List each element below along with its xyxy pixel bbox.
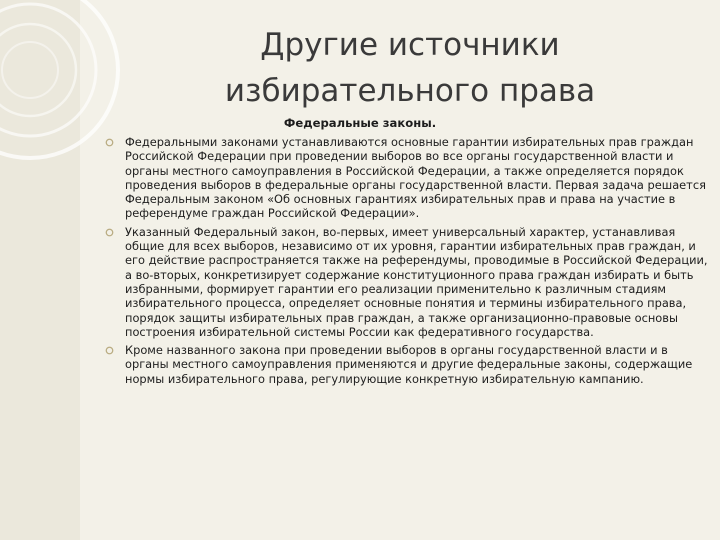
bullet-list [105, 135, 713, 390]
bullet-item-other-laws [105, 343, 713, 386]
bullet-text: Федеральными законами устанавливаются основные гарантии избирательных прав граждан Российской Федерации при проведении выборов во все органы государственной власти и органы местного самоуправления в Российской Федерации, а также определяется порядок проведения выборов в федеральные органы государственной власти. Первая задача решается Федеральным законом «Об основных гарантиях избирательных прав и права на участие в референдуме граждан Российской Федерации». [125, 135, 706, 221]
bullet-item-universal-law [105, 225, 713, 339]
slide-title [200, 22, 620, 114]
bullet-item-federal-laws [105, 135, 713, 221]
slide-title-line-1: Другие источники [260, 27, 560, 63]
bullet-text: Кроме названного закона при проведении выборов в органы государственной власти и в органы местного самоуправления применяются и другие федеральные законы, содержащие нормы избирательного права, регулирующие конкретную избирательную кампанию. [125, 343, 693, 386]
section-subheading: Федеральные законы. [283, 116, 437, 130]
bullet-marker-icon [105, 138, 114, 147]
slide-title-line-2: избирательного права [224, 73, 596, 109]
bullet-marker-icon [105, 346, 114, 355]
bullet-text: Указанный Федеральный закон, во-первых, имеет универсальный характер, устанавливая общие для всех выборов, независимо от их уровня, гарантии избирательных прав граждан, и его действие распространяется также на референдумы, проводимые в Российской Федерации, а во-вторых, конкретизирует содержание конституционного права граждан избирать и быть избранными, формирует гарантии его реализации применительно к различным стадиям избирательного процесса, определяет основные понятия и термины избирательного права, порядок защиты избирательных прав граждан, а также организационно-правовые основы построения избирательной системы России как федеративного государства. [125, 224, 708, 339]
bullet-marker-icon [105, 228, 114, 237]
